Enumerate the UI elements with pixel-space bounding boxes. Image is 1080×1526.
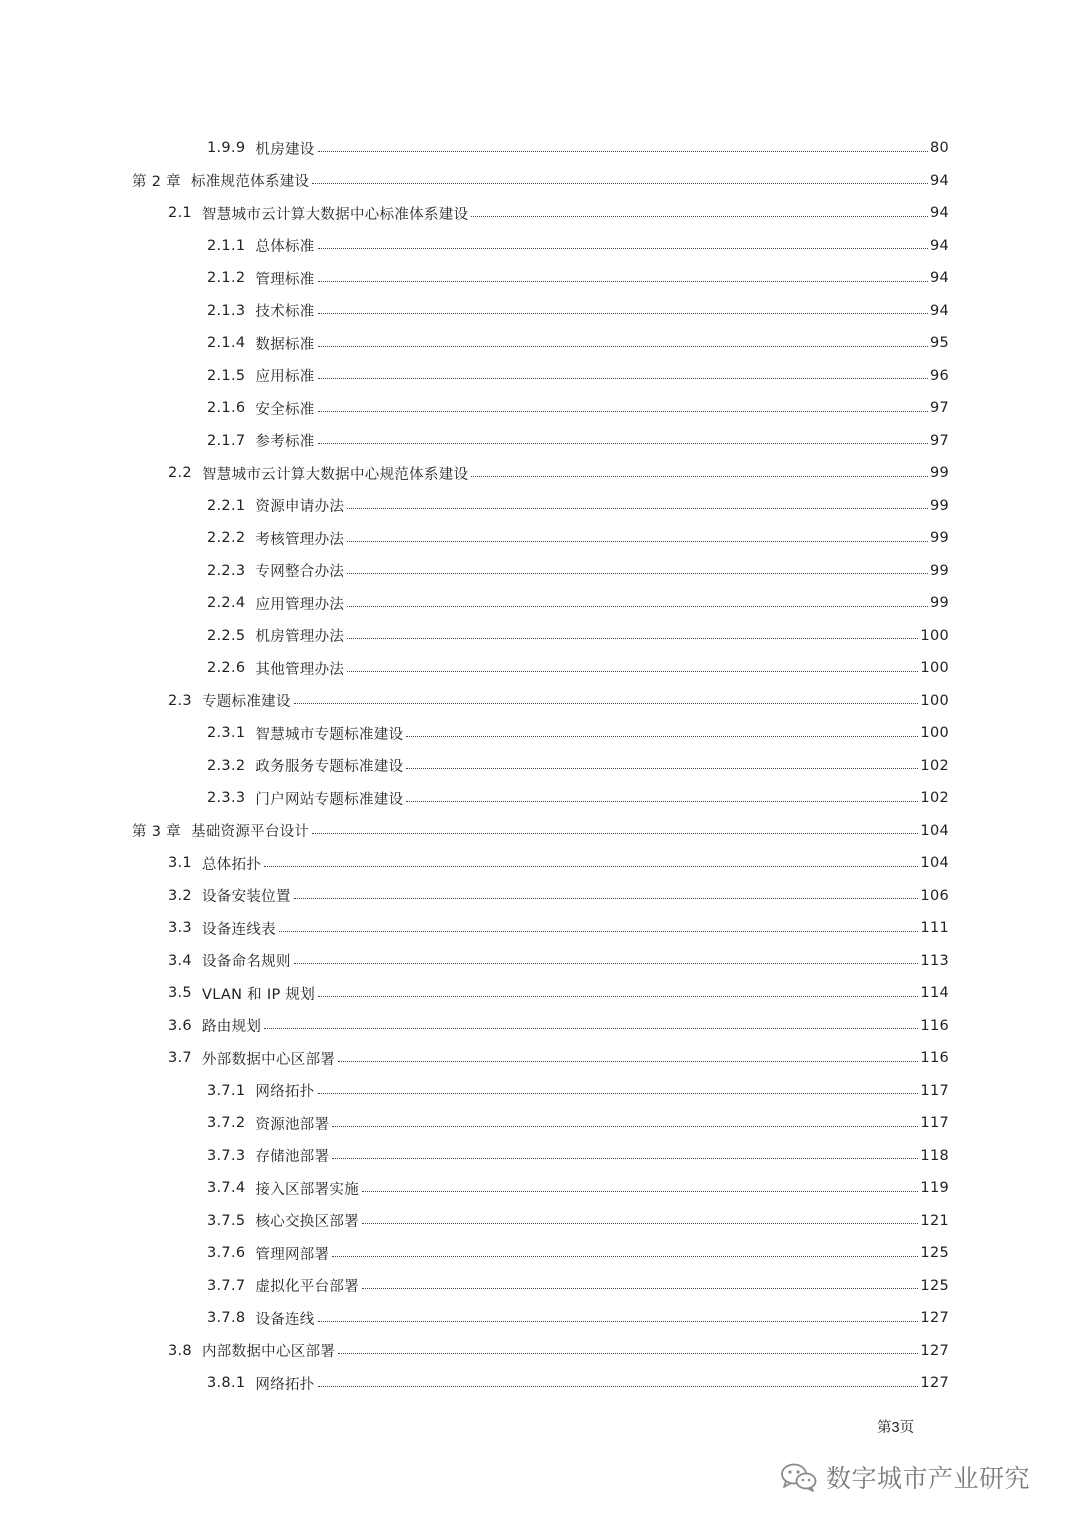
toc-dot-leader [318, 151, 928, 152]
toc-entry-number: 2.1.1 [207, 237, 246, 254]
toc-entry[interactable] [0, 912, 1080, 945]
toc-entry-title: 应用标准 [255, 369, 315, 386]
toc-entry-title: 网络拓扑 [255, 1376, 315, 1393]
toc-entry-page: 102 [920, 790, 949, 807]
toc-entry-title: 存储池部署 [255, 1149, 330, 1166]
toc-entry[interactable] [0, 880, 1080, 913]
toc-entry-page: 99 [929, 595, 949, 612]
toc-dot-leader [318, 281, 928, 282]
toc-entry-number: 3.7.4 [207, 1180, 246, 1197]
toc-entry-title: 总体标准 [255, 239, 315, 256]
toc-entry-title: 设备安装位置 [201, 889, 291, 906]
toc-entry[interactable] [0, 782, 1080, 815]
toc-entry[interactable] [0, 620, 1080, 653]
toc-entry[interactable] [0, 555, 1080, 588]
toc-entry-page: 94 [929, 205, 949, 222]
toc-entry-number: 3.3 [168, 920, 192, 937]
toc-entry-number: 3.6 [168, 1017, 192, 1034]
toc-dot-leader [471, 476, 928, 477]
toc-entry-title: 其他管理办法 [255, 661, 345, 678]
toc-dot-leader [338, 1061, 918, 1062]
toc-entry-page: 116 [920, 1050, 949, 1067]
toc-entry-title: 内部数据中心区部署 [201, 1344, 336, 1361]
toc-entry-page: 119 [920, 1180, 949, 1197]
toc-entry-number: 1.9.9 [207, 140, 246, 157]
toc-entry-title: 政务服务专题标准建设 [255, 759, 404, 776]
toc-entry-title: 机房建设 [255, 141, 315, 158]
toc-entry-title: VLAN 和 IP 规划 [201, 986, 316, 1003]
toc-dot-leader [362, 1191, 918, 1192]
toc-entry-page: 100 [920, 692, 949, 709]
toc-entry-title: 网络拓扑 [255, 1084, 315, 1101]
toc-entry-page: 116 [920, 1017, 949, 1034]
toc-dot-leader [332, 1126, 918, 1127]
toc-dot-leader [294, 703, 919, 704]
toc-entry-number: 2.2.1 [207, 497, 246, 514]
toc-entry-title: 安全标准 [255, 401, 315, 418]
toc-entry[interactable] [0, 1237, 1080, 1270]
toc-entry-page: 96 [929, 367, 949, 384]
toc-entry[interactable] [0, 1010, 1080, 1043]
toc-dot-leader [318, 313, 928, 314]
toc-dot-leader [294, 898, 919, 899]
toc-dot-leader [362, 1288, 918, 1289]
toc-entry[interactable] [0, 457, 1080, 490]
toc-entry-title: 智慧城市专题标准建设 [255, 726, 404, 743]
toc-dot-leader [362, 1223, 918, 1224]
toc-entry-page: 117 [920, 1115, 949, 1132]
toc-entry-page: 114 [920, 985, 949, 1002]
toc-entry-number: 2.1.6 [207, 400, 246, 417]
toc-entry-title: 接入区部署实施 [255, 1181, 360, 1198]
wechat-icon [780, 1462, 818, 1492]
toc-dot-leader [264, 866, 918, 867]
toc-entry-page: 104 [920, 855, 949, 872]
toc-entry-page: 113 [920, 952, 949, 969]
toc-entry[interactable] [0, 295, 1080, 328]
toc-entry-title: 技术标准 [255, 304, 315, 321]
toc-dot-leader [312, 183, 928, 184]
toc-entry-number: 3.5 [168, 985, 192, 1002]
toc-dot-leader [347, 541, 928, 542]
toc-entry-number: 3.7.6 [207, 1245, 246, 1262]
toc-entry-number: 第 2 章 [132, 174, 181, 191]
toc-entry[interactable] [0, 685, 1080, 718]
toc-entry[interactable] [0, 425, 1080, 458]
toc-entry-title: 智慧城市云计算大数据中心规范体系建设 [201, 466, 469, 483]
toc-entry-page: 125 [920, 1245, 949, 1262]
toc-entry-number: 3.1 [168, 855, 192, 872]
toc-dot-leader [318, 1321, 919, 1322]
toc-entry-page: 127 [920, 1342, 949, 1359]
toc-entry-number: 2.1.7 [207, 432, 246, 449]
toc-dot-leader [332, 1158, 918, 1159]
toc-entry-page: 94 [929, 172, 949, 189]
toc-dot-leader [347, 671, 918, 672]
toc-entry-page: 100 [920, 660, 949, 677]
toc-entry-title: 数据标准 [255, 336, 315, 353]
toc-entry[interactable] [0, 132, 1080, 165]
toc-entry-number: 3.4 [168, 952, 192, 969]
toc-entry-title: 资源申请办法 [255, 499, 345, 516]
toc-entry-title: 路由规划 [201, 1019, 262, 1036]
toc-entry-number: 2.3 [168, 692, 192, 709]
toc-entry-number: 3.8.1 [207, 1375, 246, 1392]
toc-entry-page: 99 [929, 497, 949, 514]
toc-entry-number: 3.7.3 [207, 1147, 246, 1164]
toc-entry-title: 设备连线表 [201, 921, 276, 938]
toc-entry-number: 3.7.2 [207, 1115, 246, 1132]
toc-entry-page: 95 [929, 335, 949, 352]
toc-entry[interactable] [0, 750, 1080, 783]
toc-dot-leader [318, 1093, 919, 1094]
toc-entry[interactable] [0, 392, 1080, 425]
toc-entry[interactable] [0, 165, 1080, 198]
toc-entry-title: 智慧城市云计算大数据中心标准体系建设 [201, 206, 469, 223]
toc-dot-leader [406, 736, 918, 737]
toc-entry-number: 2.2.6 [207, 660, 246, 677]
toc-dot-leader [347, 573, 928, 574]
toc-entry[interactable] [0, 847, 1080, 880]
toc-entry-title: 专题标准建设 [201, 694, 291, 711]
toc-entry-number: 3.7.5 [207, 1212, 246, 1229]
toc-entry-title: 门户网站专题标准建设 [255, 791, 404, 808]
toc-entry[interactable] [0, 977, 1080, 1010]
toc-dot-leader [347, 638, 918, 639]
toc-entry[interactable] [0, 1107, 1080, 1140]
toc-dot-leader [318, 1386, 919, 1387]
toc-entry-page: 99 [929, 562, 949, 579]
toc-dot-leader [347, 606, 928, 607]
toc-entry-page: 127 [920, 1375, 949, 1392]
toc-entry-page: 118 [920, 1147, 949, 1164]
toc-entry[interactable] [0, 1335, 1080, 1368]
toc-dot-leader [318, 248, 928, 249]
toc-entry-page: 117 [920, 1082, 949, 1099]
toc-entry-page: 106 [920, 887, 949, 904]
toc-entry[interactable] [0, 1302, 1080, 1335]
toc-entry[interactable] [0, 717, 1080, 750]
watermark-text: 数字城市产业研究 [826, 1464, 1031, 1493]
toc-entry-page: 97 [929, 432, 949, 449]
toc-entry[interactable] [0, 652, 1080, 685]
toc-entry-page: 100 [920, 725, 949, 742]
toc-entry-number: 3.2 [168, 887, 192, 904]
toc-entry[interactable] [0, 1140, 1080, 1173]
toc-entry-number: 2.3.3 [207, 790, 246, 807]
toc-entry-title: 参考标准 [255, 434, 315, 451]
table-of-contents [0, 132, 1080, 1400]
toc-entry-page: 100 [920, 627, 949, 644]
toc-entry-title: 专网整合办法 [255, 564, 345, 581]
toc-entry-number: 2.2.4 [207, 595, 246, 612]
toc-entry-number: 2.1.4 [207, 335, 246, 352]
toc-entry-page: 127 [920, 1310, 949, 1327]
toc-entry-number: 3.7 [168, 1050, 192, 1067]
toc-dot-leader [406, 768, 918, 769]
toc-entry[interactable] [0, 815, 1080, 848]
toc-entry[interactable] [0, 360, 1080, 393]
toc-entry-title: 设备连线 [255, 1311, 315, 1328]
toc-entry-title: 管理网部署 [255, 1246, 330, 1263]
toc-dot-leader [471, 216, 928, 217]
toc-entry-title: 机房管理办法 [255, 629, 345, 646]
toc-entry-number: 2.2.2 [207, 530, 246, 547]
toc-entry-page: 80 [929, 140, 949, 157]
toc-dot-leader [318, 346, 928, 347]
toc-entry-number: 2.3.2 [207, 757, 246, 774]
toc-dot-leader [347, 508, 928, 509]
page-number: 第3页 [877, 1420, 915, 1436]
toc-entry[interactable] [0, 262, 1080, 295]
toc-entry-page: 99 [929, 465, 949, 482]
toc-entry-number: 2.1.5 [207, 367, 246, 384]
toc-entry-title: 总体拓扑 [201, 856, 262, 873]
toc-entry[interactable] [0, 1042, 1080, 1075]
toc-entry[interactable] [0, 1075, 1080, 1108]
toc-entry-title: 考核管理办法 [255, 531, 345, 548]
toc-entry-title: 资源池部署 [255, 1116, 330, 1133]
toc-entry-title: 应用管理办法 [255, 596, 345, 613]
toc-entry-number: 第 3 章 [132, 824, 181, 841]
toc-entry-number: 2.3.1 [207, 725, 246, 742]
toc-entry[interactable] [0, 197, 1080, 230]
toc-dot-leader [332, 1256, 918, 1257]
toc-entry[interactable] [0, 1172, 1080, 1205]
toc-dot-leader [264, 1028, 918, 1029]
toc-entry-title: 核心交换区部署 [255, 1214, 360, 1231]
toc-entry[interactable] [0, 327, 1080, 360]
toc-entry-title: 标准规范体系建设 [190, 174, 310, 191]
toc-entry-number: 2.2.5 [207, 627, 246, 644]
toc-entry[interactable] [0, 945, 1080, 978]
toc-entry-title: 管理标准 [255, 271, 315, 288]
toc-entry[interactable] [0, 230, 1080, 263]
toc-dot-leader [318, 996, 918, 997]
toc-entry[interactable] [0, 587, 1080, 620]
toc-dot-leader [294, 963, 919, 964]
toc-entry-title: 虚拟化平台部署 [255, 1279, 360, 1296]
toc-entry-page: 104 [920, 822, 949, 839]
toc-entry-number: 3.7.1 [207, 1082, 246, 1099]
toc-entry-page: 125 [920, 1277, 949, 1294]
toc-entry-number: 2.2 [168, 465, 192, 482]
toc-entry-page: 94 [929, 270, 949, 287]
toc-dot-leader [318, 378, 928, 379]
toc-dot-leader [318, 443, 928, 444]
toc-entry-page: 111 [920, 920, 949, 937]
toc-dot-leader [318, 411, 928, 412]
toc-entry[interactable] [0, 1367, 1080, 1400]
watermark [780, 1459, 1030, 1495]
toc-entry-page: 94 [929, 237, 949, 254]
toc-entry-number: 2.1.2 [207, 270, 246, 287]
toc-entry-page: 102 [920, 757, 949, 774]
toc-entry[interactable] [0, 522, 1080, 555]
toc-entry-title: 外部数据中心区部署 [201, 1051, 336, 1068]
toc-entry-title: 设备命名规则 [201, 954, 291, 971]
toc-entry-title: 基础资源平台设计 [190, 824, 310, 841]
toc-entry-number: 2.2.3 [207, 562, 246, 579]
toc-dot-leader [338, 1353, 918, 1354]
toc-entry-number: 2.1 [168, 205, 192, 222]
toc-entry-number: 3.7.7 [207, 1277, 246, 1294]
toc-entry-number: 2.1.3 [207, 302, 246, 319]
toc-entry[interactable] [0, 1270, 1080, 1303]
toc-dot-leader [279, 931, 918, 932]
toc-entry-page: 121 [920, 1212, 949, 1229]
toc-dot-leader [406, 801, 918, 802]
toc-entry[interactable] [0, 490, 1080, 523]
toc-dot-leader [312, 833, 918, 834]
toc-entry[interactable] [0, 1205, 1080, 1238]
toc-entry-page: 94 [929, 302, 949, 319]
toc-entry-number: 3.7.8 [207, 1310, 246, 1327]
toc-entry-page: 99 [929, 530, 949, 547]
toc-entry-number: 3.8 [168, 1342, 192, 1359]
toc-entry-page: 97 [929, 400, 949, 417]
